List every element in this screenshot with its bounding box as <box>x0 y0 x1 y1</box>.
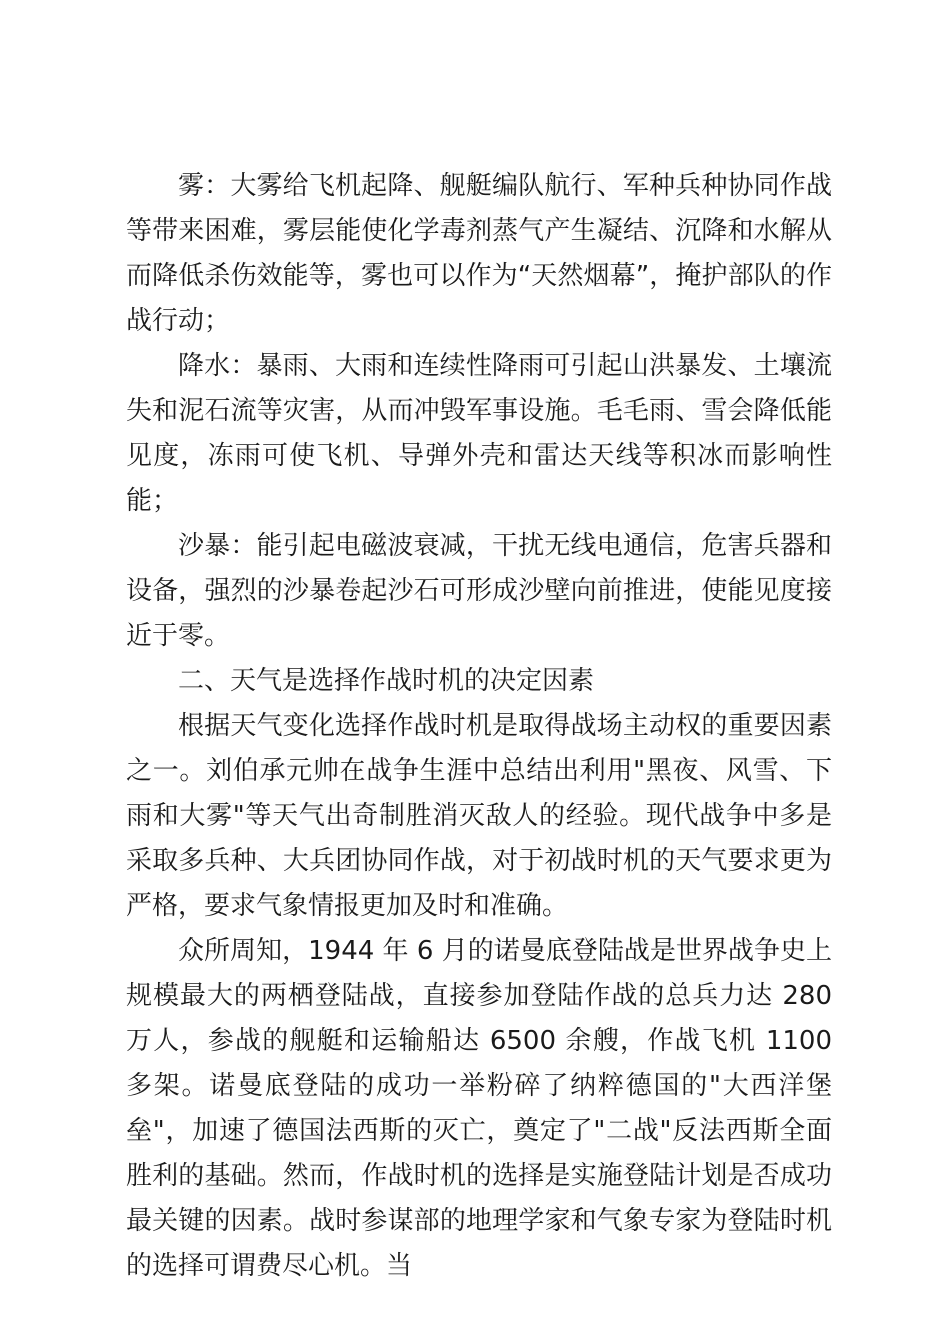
paragraph-sandstorm: 沙暴：能引起电磁波衰减，干扰无线电通信，危害兵器和设备，强烈的沙暴卷起沙石可形成沙壁向前推进，使能见度接近于零。 <box>126 531 832 651</box>
paragraph-timing: 根据天气变化选择作战时机是取得战场主动权的重要因素之一。刘伯承元帅在战争生涯中总结出利用"黑夜、风雪、下雨和大雾"等天气出奇制胜消灭敌人的经验。现代战争中多是采取多兵种、大兵团协同作战，对于初战时机的天气要求更为严格，要求气象情报更加及时和准确。 <box>126 711 832 921</box>
document-body <box>126 164 832 1289</box>
paragraph-normandy: 众所周知，1944 年 6 月的诺曼底登陆战是世界战争史上规模最大的两栖登陆战，直接参加登陆作战的总兵力达 280 万人，参战的舰艇和运输船达 6500 余艘，作战飞机 1100 多架。诺曼底登陆的成功一举粉碎了纳粹德国的"大西洋堡垒"，加速了德国法西斯的灭亡，奠定了"二战"反法西斯全面胜利的基础。然而，作战时机的选择是实施登陆计划是否成功最关键的因素。战时参谋部的地理学家和气象专家为登陆时机的选择可谓费尽心机。当 <box>126 936 832 1281</box>
paragraph-precipitation: 降水：暴雨、大雨和连续性降雨可引起山洪暴发、土壤流失和泥石流等灾害，从而冲毁军事设施。毛毛雨、雪会降低能见度，冻雨可使飞机、导弹外壳和雷达天线等积冰而影响性能； <box>126 351 832 516</box>
section-heading: 二、天气是选择作战时机的决定因素 <box>178 666 595 696</box>
paragraph-fog: 雾：大雾给飞机起降、舰艇编队航行、军种兵种协同作战等带来困难，雾层能使化学毒剂蒸气产生凝结、沉降和水解从而降低杀伤效能等，雾也可以作为“天然烟幕”，掩护部队的作战行动； <box>126 171 832 336</box>
